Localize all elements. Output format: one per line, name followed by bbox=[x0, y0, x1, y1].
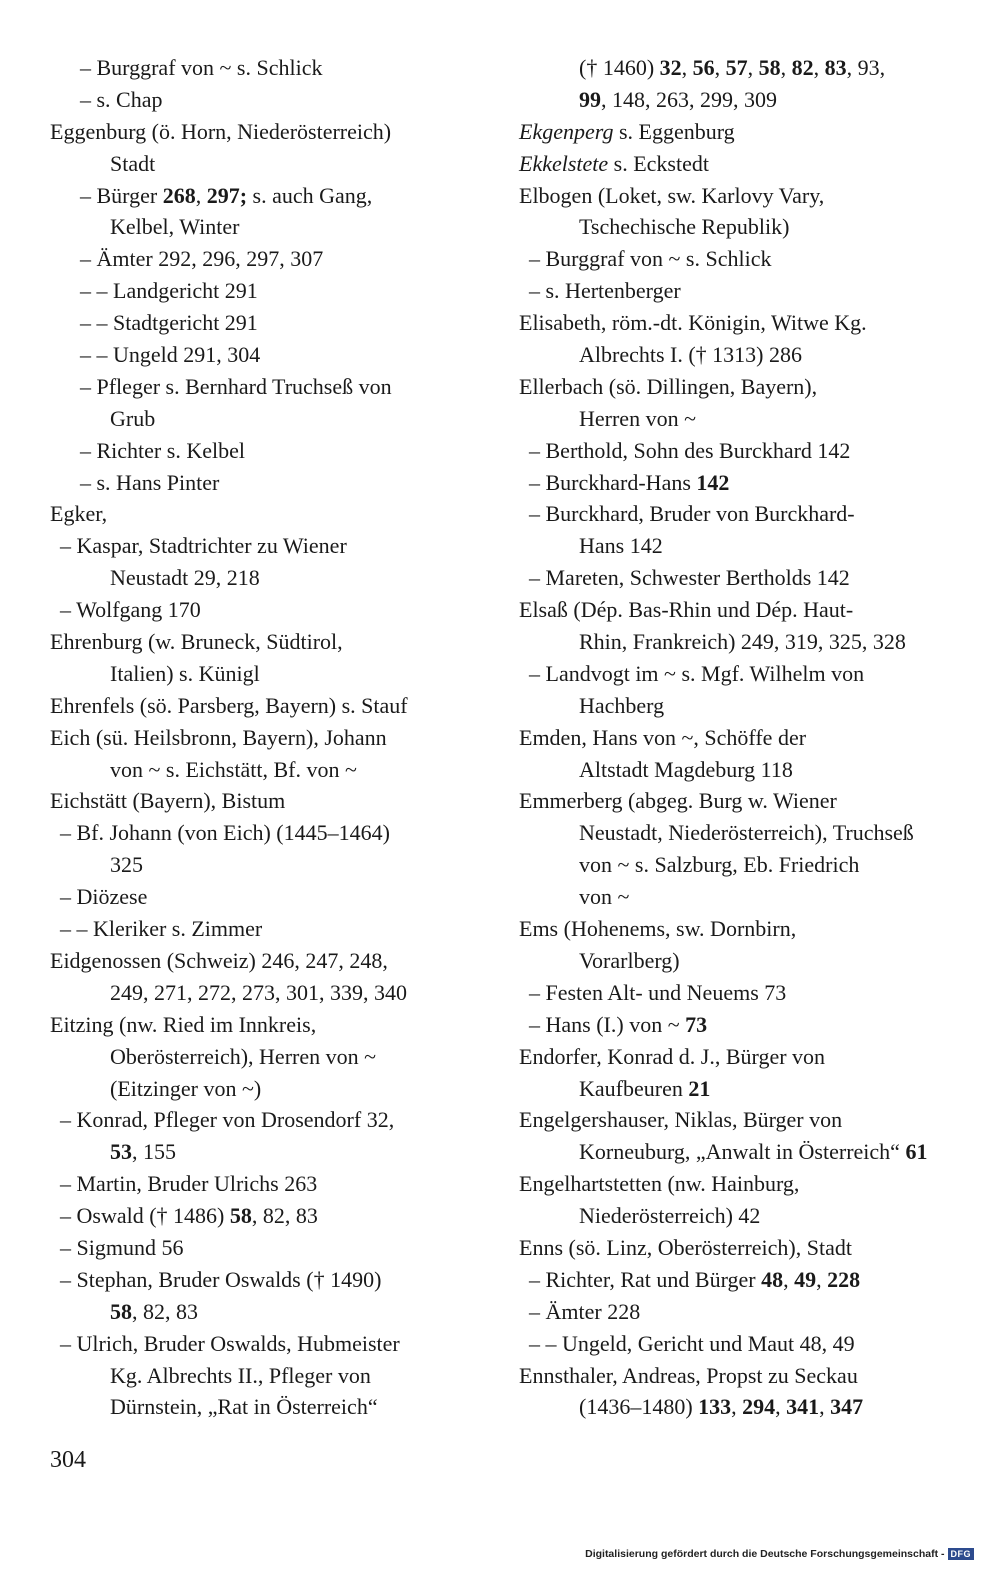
index-line bbox=[50, 530, 470, 562]
index-text: – Wolfgang 170 bbox=[60, 597, 201, 623]
index-line bbox=[519, 1009, 964, 1041]
index-line bbox=[519, 84, 964, 116]
bold-page-ref: 21 bbox=[688, 1075, 711, 1101]
index-text: Eich (sü. Heilsbronn, Bayern), Johann bbox=[50, 724, 387, 750]
bold-page-ref: 48 bbox=[761, 1266, 784, 1292]
italic-term: Ekkelstete bbox=[519, 150, 609, 176]
index-line bbox=[50, 84, 470, 116]
index-line bbox=[519, 1232, 964, 1264]
index-line bbox=[519, 562, 964, 594]
index-text: , 93, bbox=[846, 55, 886, 80]
index-text: – Bf. Johann (von Eich) (1445–1464) bbox=[60, 820, 390, 846]
index-text: Ehrenburg (w. Bruneck, Südtirol, bbox=[50, 629, 343, 655]
index-text: – Ämter 228 bbox=[529, 1298, 641, 1324]
index-text: – Konrad, Pfleger von Drosendorf 32, bbox=[60, 1107, 395, 1133]
index-line bbox=[50, 817, 470, 849]
index-line bbox=[519, 1073, 964, 1105]
bold-page-ref: 57 bbox=[725, 55, 748, 80]
index-text: Oberösterreich), Herren von ~ bbox=[110, 1043, 377, 1069]
index-line bbox=[519, 1296, 964, 1328]
index-line bbox=[519, 722, 964, 754]
index-text: (Eitzinger von ~) bbox=[110, 1075, 262, 1101]
index-line bbox=[519, 1104, 964, 1136]
index-text: , 82, 83 bbox=[132, 1298, 198, 1324]
index-line bbox=[50, 1328, 470, 1360]
index-line bbox=[50, 1264, 470, 1296]
index-line bbox=[50, 1073, 470, 1105]
index-text: Rhin, Frankreich) 249, 319, 325, 328 bbox=[579, 629, 906, 655]
index-line bbox=[50, 690, 470, 722]
index-text: – s. Chap bbox=[80, 86, 163, 112]
page-number: 304 bbox=[50, 1447, 86, 1473]
index-line bbox=[519, 785, 964, 817]
index-text: Stadt bbox=[110, 150, 156, 176]
index-line bbox=[50, 1360, 470, 1392]
bold-page-ref: 58 bbox=[229, 1203, 252, 1229]
bold-page-ref: 347 bbox=[830, 1394, 864, 1420]
bold-page-ref: 61 bbox=[905, 1139, 928, 1165]
index-line bbox=[50, 1232, 470, 1264]
index-text: 249, 271, 272, 273, 301, 339, 340 bbox=[110, 979, 407, 1005]
bold-page-ref: 99 bbox=[579, 86, 601, 112]
index-line bbox=[50, 148, 470, 180]
bold-page-ref: 341 bbox=[786, 1394, 820, 1420]
index-line bbox=[50, 498, 470, 530]
index-text: – Burggraf von ~ s. Schlick bbox=[529, 246, 772, 272]
bold-page-ref: 142 bbox=[696, 469, 730, 495]
index-text: – Richter, Rat und Bürger bbox=[529, 1266, 762, 1292]
bold-page-ref: 297; bbox=[206, 182, 248, 208]
index-line bbox=[50, 180, 470, 212]
index-text: – – Kleriker s. Zimmer bbox=[60, 916, 263, 942]
index-line bbox=[50, 849, 470, 881]
index-text: – Oswald († 1486) bbox=[60, 1203, 230, 1229]
index-line bbox=[519, 1391, 964, 1423]
index-text: Elsaß (Dép. Bas-Rhin und Dép. Haut- bbox=[519, 597, 854, 623]
index-line bbox=[519, 307, 964, 339]
index-text: Albrechts I. († 1313) 286 bbox=[579, 342, 803, 368]
index-text: Neustadt, Niederösterreich), Truchseß bbox=[579, 820, 914, 846]
index-line bbox=[50, 785, 470, 817]
index-text: von ~ s. Salzburg, Eb. Friedrich bbox=[579, 852, 860, 878]
index-line bbox=[519, 403, 964, 435]
bold-page-ref: 56 bbox=[692, 55, 715, 80]
index-text: , bbox=[780, 55, 792, 80]
index-line bbox=[519, 1041, 964, 1073]
index-text: , 148, 263, 299, 309 bbox=[601, 86, 777, 112]
index-text: Kaufbeuren bbox=[579, 1075, 689, 1101]
index-line bbox=[519, 148, 964, 180]
index-line bbox=[50, 945, 470, 977]
bold-page-ref: 268 bbox=[162, 182, 196, 208]
index-text: Ennsthaler, Andreas, Propst zu Seckau bbox=[519, 1362, 858, 1388]
index-text: Emden, Hans von ~, Schöffe der bbox=[519, 724, 807, 750]
index-text: Altstadt Magdeburg 118 bbox=[579, 756, 793, 782]
index-text: († 1460) bbox=[579, 55, 660, 80]
index-line bbox=[50, 1104, 470, 1136]
index-line bbox=[519, 658, 964, 690]
index-line bbox=[50, 1200, 470, 1232]
bold-page-ref: 53 bbox=[110, 1139, 132, 1165]
index-text: Ems (Hohenems, sw. Dornbirn, bbox=[519, 916, 797, 942]
index-line bbox=[519, 594, 964, 626]
index-text: Herren von ~ bbox=[579, 405, 696, 431]
index-line bbox=[50, 1168, 470, 1200]
bold-page-ref: 58 bbox=[110, 1298, 132, 1324]
index-line bbox=[519, 1168, 964, 1200]
index-line bbox=[519, 690, 964, 722]
index-text: , bbox=[195, 182, 207, 208]
index-line bbox=[519, 435, 964, 467]
index-line bbox=[519, 1328, 964, 1360]
index-text: – – Ungeld, Gericht und Maut 48, 49 bbox=[529, 1330, 855, 1356]
index-text: 325 bbox=[110, 852, 143, 878]
index-line bbox=[519, 881, 964, 913]
index-text: Endorfer, Konrad d. J., Bürger von bbox=[519, 1043, 826, 1069]
index-line bbox=[50, 403, 470, 435]
index-text: – Bürger bbox=[80, 182, 163, 208]
index-line bbox=[50, 754, 470, 786]
index-text: , 155 bbox=[132, 1139, 176, 1165]
index-text: Korneuburg, „Anwalt in Österreich“ bbox=[579, 1139, 906, 1165]
index-line bbox=[50, 243, 470, 275]
index-line bbox=[519, 339, 964, 371]
index-text: Hachberg bbox=[579, 692, 665, 718]
index-text: Vorarlberg) bbox=[579, 947, 680, 973]
index-text: , bbox=[731, 1394, 743, 1420]
index-line bbox=[50, 52, 470, 84]
index-line bbox=[50, 435, 470, 467]
index-line bbox=[519, 945, 964, 977]
index-line bbox=[519, 849, 964, 881]
index-line bbox=[50, 1009, 470, 1041]
index-line bbox=[519, 371, 964, 403]
index-line bbox=[519, 180, 964, 212]
index-text: – Pfleger s. Bernhard Truchseß von bbox=[80, 373, 392, 399]
index-text: , bbox=[783, 1266, 795, 1292]
index-text: Eitzing (nw. Ried im Innkreis, bbox=[50, 1011, 317, 1037]
index-line bbox=[50, 116, 470, 148]
index-text: – Ulrich, Bruder Oswalds, Hubmeister bbox=[60, 1330, 400, 1356]
bold-page-ref: 83 bbox=[824, 55, 847, 80]
index-text: – Berthold, Sohn des Burckhard 142 bbox=[529, 437, 851, 463]
index-line bbox=[50, 1041, 470, 1073]
index-text: Elisabeth, röm.-dt. Königin, Witwe Kg. bbox=[519, 310, 867, 336]
index-line bbox=[519, 1200, 964, 1232]
index-line bbox=[50, 371, 470, 403]
index-line bbox=[50, 339, 470, 371]
bold-page-ref: 228 bbox=[827, 1266, 861, 1292]
index-line bbox=[519, 913, 964, 945]
index-text: , 82, 83 bbox=[251, 1203, 318, 1229]
index-text: Elbogen (Loket, sw. Karlovy Vary, bbox=[519, 182, 825, 208]
index-text: , bbox=[714, 55, 726, 80]
index-text: Italien) s. Künigl bbox=[110, 660, 260, 686]
index-text: – Ämter 292, 296, 297, 307 bbox=[80, 246, 324, 272]
index-text: s. Eggenburg bbox=[613, 118, 735, 144]
index-line bbox=[519, 977, 964, 1009]
index-column-left bbox=[50, 52, 470, 1423]
index-text: – Burckhard, Bruder von Burckhard- bbox=[529, 501, 855, 527]
index-line bbox=[50, 626, 470, 658]
index-text: , bbox=[775, 1394, 787, 1420]
index-text: s. Eckstedt bbox=[608, 150, 709, 176]
bold-page-ref: 49 bbox=[794, 1266, 817, 1292]
index-text: – s. Hans Pinter bbox=[80, 469, 220, 495]
bold-page-ref: 58 bbox=[758, 55, 781, 80]
index-line bbox=[519, 530, 964, 562]
index-line bbox=[519, 817, 964, 849]
bold-page-ref: 294 bbox=[742, 1394, 776, 1420]
footer-text: Digitalisierung gefördert durch die Deutsche Forschungsgemeinschaft - bbox=[585, 1548, 945, 1560]
index-text: (1436–1480) bbox=[579, 1394, 699, 1420]
index-line bbox=[50, 1136, 470, 1168]
index-text: Eggenburg (ö. Horn, Niederösterreich) bbox=[50, 118, 392, 144]
index-line bbox=[519, 754, 964, 786]
index-text: – Hans (I.) von ~ bbox=[529, 1011, 686, 1037]
index-line bbox=[50, 594, 470, 626]
index-column-right bbox=[519, 52, 964, 1423]
index-text: s. auch Gang, bbox=[247, 182, 373, 208]
index-line bbox=[519, 243, 964, 275]
index-line bbox=[50, 275, 470, 307]
index-text: – Martin, Bruder Ulrichs 263 bbox=[60, 1171, 318, 1197]
index-text: – Kaspar, Stadtrichter zu Wiener bbox=[60, 533, 347, 559]
index-line bbox=[519, 52, 964, 84]
index-text: – Burggraf von ~ s. Schlick bbox=[80, 55, 323, 80]
index-text: , bbox=[819, 1394, 831, 1420]
index-text: Ehrenfels (sö. Parsberg, Bayern) s. Stauf bbox=[50, 692, 408, 718]
index-line bbox=[50, 562, 470, 594]
index-text: Ellerbach (sö. Dillingen, Bayern), bbox=[519, 373, 818, 399]
index-text: , bbox=[747, 55, 759, 80]
index-line bbox=[519, 1264, 964, 1296]
index-line bbox=[50, 722, 470, 754]
index-text: Hans 142 bbox=[579, 533, 663, 559]
index-line bbox=[50, 658, 470, 690]
index-line bbox=[50, 1391, 470, 1423]
index-text: von ~ s. Eichstätt, Bf. von ~ bbox=[110, 756, 357, 782]
index-text: – Festen Alt- und Neuems 73 bbox=[529, 979, 787, 1005]
index-line bbox=[519, 1360, 964, 1392]
index-line bbox=[519, 275, 964, 307]
index-text: Tschechische Republik) bbox=[579, 214, 790, 240]
index-line bbox=[519, 116, 964, 148]
index-text: – Mareten, Schwester Bertholds 142 bbox=[529, 565, 850, 591]
index-text: – Sigmund 56 bbox=[60, 1234, 184, 1260]
digitization-footer bbox=[585, 1548, 974, 1560]
index-text: Kelbel, Winter bbox=[110, 214, 240, 240]
index-text: Engelgershauser, Niklas, Bürger von bbox=[519, 1107, 843, 1133]
bold-page-ref: 133 bbox=[698, 1394, 732, 1420]
index-text: – Landvogt im ~ s. Mgf. Wilhelm von bbox=[529, 660, 865, 686]
index-text: Eidgenossen (Schweiz) 246, 247, 248, bbox=[50, 947, 388, 973]
index-line bbox=[50, 913, 470, 945]
index-text: – – Landgericht 291 bbox=[80, 278, 258, 304]
index-text: , bbox=[813, 55, 825, 80]
index-text: Eichstätt (Bayern), Bistum bbox=[50, 788, 286, 814]
index-text: Emmerberg (abgeg. Burg w. Wiener bbox=[519, 788, 837, 814]
index-text: , bbox=[816, 1266, 828, 1292]
bold-page-ref: 73 bbox=[685, 1011, 708, 1037]
index-text: Neustadt 29, 218 bbox=[110, 565, 260, 591]
index-line bbox=[519, 498, 964, 530]
index-text: – Richter s. Kelbel bbox=[80, 437, 245, 463]
index-line bbox=[50, 977, 470, 1009]
italic-term: Ekgenperg bbox=[519, 118, 614, 144]
index-line bbox=[50, 881, 470, 913]
index-line bbox=[50, 307, 470, 339]
index-text: Kg. Albrechts II., Pfleger von bbox=[110, 1362, 371, 1388]
index-text: Dürnstein, „Rat in Österreich“ bbox=[110, 1394, 378, 1420]
bold-page-ref: 32 bbox=[659, 55, 682, 80]
index-text: Niederösterreich) 42 bbox=[579, 1203, 761, 1229]
index-text: Enns (sö. Linz, Oberösterreich), Stadt bbox=[519, 1234, 852, 1260]
index-line bbox=[50, 467, 470, 499]
index-text: – s. Hertenberger bbox=[529, 278, 681, 304]
index-text: – Burckhard-Hans bbox=[529, 469, 697, 495]
index-line bbox=[519, 1136, 964, 1168]
index-text: – – Stadtgericht 291 bbox=[80, 310, 258, 336]
index-text: – Diözese bbox=[60, 884, 148, 910]
index-line bbox=[519, 211, 964, 243]
index-text: , bbox=[681, 55, 693, 80]
index-text: Grub bbox=[110, 405, 156, 431]
index-line bbox=[519, 467, 964, 499]
index-line bbox=[50, 211, 470, 243]
index-text: Engelhartstetten (nw. Hainburg, bbox=[519, 1171, 800, 1197]
index-line bbox=[50, 1296, 470, 1328]
dfg-logo: DFG bbox=[948, 1548, 975, 1560]
bold-page-ref: 82 bbox=[791, 55, 814, 80]
index-text: – Stephan, Bruder Oswalds († 1490) bbox=[60, 1266, 382, 1292]
index-text: Egker, bbox=[50, 501, 108, 527]
index-text: – – Ungeld 291, 304 bbox=[80, 342, 261, 368]
index-text: von ~ bbox=[579, 884, 630, 910]
index-line bbox=[519, 626, 964, 658]
